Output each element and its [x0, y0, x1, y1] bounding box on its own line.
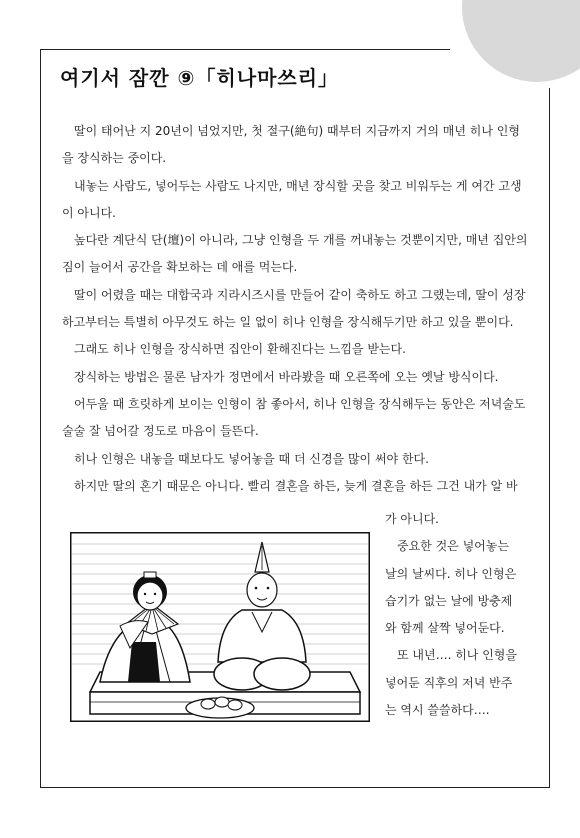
- paragraph-9: 하지만 딸의 혼기 때문은 아니다. 빨리 결혼을 하든, 늦게 결혼을 하든 그건 내가 알 바: [74, 478, 518, 493]
- paragraph-8: 히나 인형은 내놓을 때보다도 넣어놓을 때 더 신경을 많이 써야 한다.: [74, 451, 429, 466]
- hina-dolls-illustration: [70, 532, 370, 722]
- paragraph-6: 장식하는 방법은 물론 남자가 정면에서 바라봤을 때 오른쪽에 오는 옛날 방식이다.: [74, 369, 499, 384]
- frame-line-right: [549, 88, 550, 788]
- side-paragraph-3: 또 내년…. 히나 인형을 넣어둔 직후의 저녁 반주는 역시 쓸쓸하다….: [385, 648, 517, 718]
- paragraph-1: 딸이 태어난 지 20년이 넘었지만, 첫 절구(絶句) 때부터 지금까지 거의 매년 히나 인형을 장식하는 중이다.: [62, 124, 520, 166]
- paragraph-5: 그래도 히나 인형을 장식하면 집안이 환해진다는 느낌을 받는다.: [74, 342, 406, 357]
- frame-line-top: [40, 49, 450, 50]
- body-text: [62, 118, 528, 500]
- paragraph-2: 내놓는 사람도, 넣어두는 사람도 나지만, 매년 장식할 곳을 찾고 비워두는 게 여간 고생이 아니다.: [62, 178, 522, 220]
- frame-line-left: [40, 49, 41, 787]
- paragraph-3: 높다란 계단식 단(壇)이 아니라, 그냥 인형을 두 개를 꺼내놓는 것뿐이지만, 매년 집안의 짐이 늘어서 공간을 확보하는 데 애를 먹는다.: [62, 233, 528, 275]
- paragraph-7: 어두울 때 흐릿하게 보이는 인형이 참 좋아서, 히나 인형을 장식해두는 동안은 저녁술도 술술 잘 넘어갈 정도로 마음이 들뜬다.: [62, 396, 526, 439]
- side-text: [385, 506, 521, 724]
- corner-decoration: [462, 0, 580, 82]
- page-title: 여기서 잠깐 ⑨「히나마쓰리」: [60, 66, 340, 90]
- side-paragraph-1: 가 아니다.: [385, 512, 439, 526]
- side-paragraph-2: 중요한 것은 넣어놓는 날의 날씨다. 히나 인형은 습기가 없는 날에 방충제와 함께 살짝 넣어둔다.: [385, 539, 517, 636]
- frame-line-bottom: [40, 787, 550, 788]
- paragraph-4: 딸이 어렸을 때는 대합국과 지라시즈시를 만들어 같이 축하도 하고 그랬는데, 딸이 성장하고부터는 특별히 아무것도 하는 일 없이 히나 인형을 장식해두기만 하고 있을 뿐이다.: [62, 287, 526, 330]
